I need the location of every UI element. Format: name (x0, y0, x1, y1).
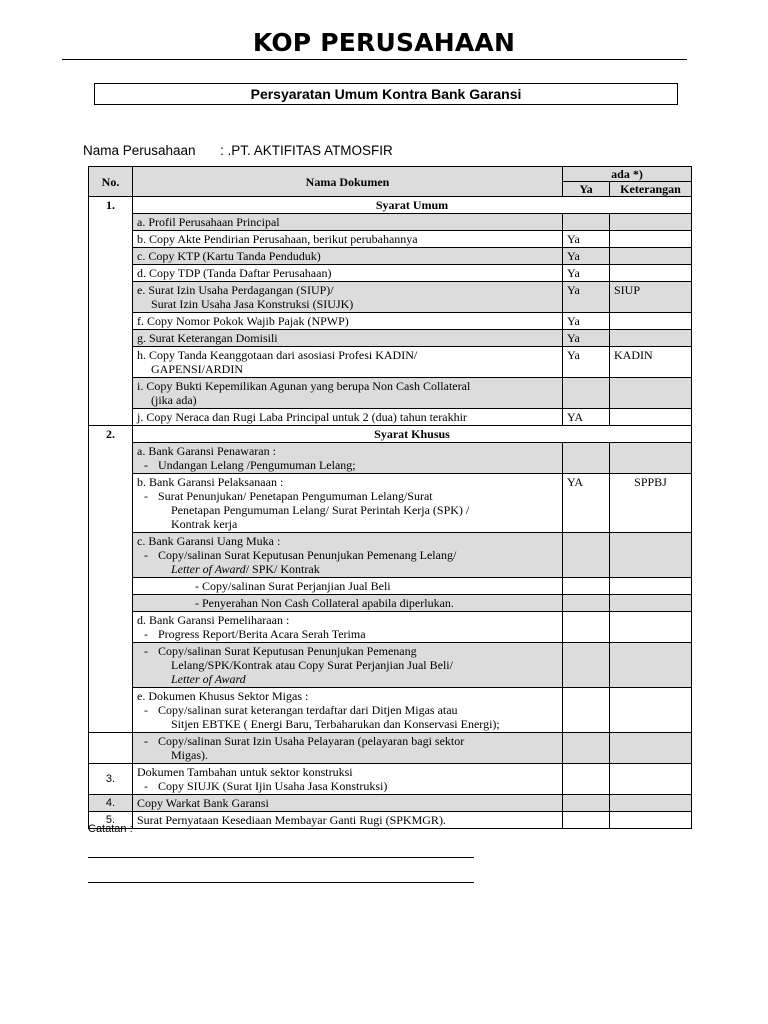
table-row (89, 197, 692, 214)
ya-cell (563, 595, 610, 612)
doc-name: f. Copy Nomor Pokok Wajib Pajak (NPWP) (133, 313, 563, 330)
doc-name: c. Copy KTP (Kartu Tanda Penduduk) (133, 248, 563, 265)
ket-cell (610, 612, 692, 643)
doc-line (137, 703, 558, 717)
col-ket-header: Keterangan (610, 182, 692, 197)
section-title: Syarat Umum (133, 197, 692, 214)
ket-cell: SIUP (610, 282, 692, 313)
bullet-dash: - (144, 627, 148, 641)
ket-cell (610, 443, 692, 474)
doc-line (137, 562, 558, 576)
ket-cell (610, 688, 692, 733)
doc-line (137, 548, 558, 562)
ya-cell: YA (563, 409, 610, 426)
doc-item: / SPK/ Kontrak (245, 562, 320, 576)
ket-cell (610, 214, 692, 231)
table-row (89, 248, 692, 265)
note-line (88, 882, 474, 883)
ya-cell: Ya (563, 313, 610, 330)
doc-line: Dokumen Tambahan untuk sektor konstruksi (137, 765, 353, 779)
table-row (89, 612, 692, 643)
doc-item: Copy/salinan Surat Izin Usaha Pelayaran (pelayaran bagi sektor (158, 734, 465, 748)
doc-item: Copy/salinan Surat Keputusan Penunjukan Pemenang Lelang/ (158, 548, 457, 562)
section-number: 4. (89, 795, 133, 812)
ket-cell (610, 812, 692, 829)
doc-line: Sitjen EBTKE ( Energi Baru, Terbaharukan dan Konservasi Energi); (171, 717, 500, 731)
doc-line (137, 779, 558, 793)
ket-cell (610, 248, 692, 265)
ket-cell (610, 643, 692, 688)
requirements-table (88, 166, 692, 829)
ket-cell (610, 595, 692, 612)
doc-item-italic: Letter of Award (171, 562, 246, 576)
doc-name: - Penyerahan Non Cash Collateral apabila diperlukan. (133, 595, 563, 612)
table-row (89, 764, 692, 795)
doc-line: i. Copy Bukti Kepemilikan Agunan yang berupa Non Cash Collateral (137, 379, 471, 393)
ya-cell: Ya (563, 347, 610, 378)
doc-name: a. Profil Perusahaan Principal (133, 214, 563, 231)
doc-name (133, 282, 563, 313)
bullet-dash: - (144, 458, 148, 472)
ya-cell (563, 812, 610, 829)
ket-cell (610, 533, 692, 578)
ket-cell (610, 409, 692, 426)
doc-line: a. Bank Garansi Penawaran : (137, 444, 276, 458)
bullet-dash: - (144, 644, 148, 658)
doc-line: Letter of Award (171, 672, 246, 686)
doc-item: Copy SIUJK (Surat Ijin Usaha Jasa Konstruksi) (158, 779, 388, 793)
section-number-empty (89, 733, 133, 764)
table-row (89, 533, 692, 578)
bullet-dash: - (144, 548, 148, 562)
ya-cell (563, 764, 610, 795)
table-row (89, 231, 692, 248)
table-row (89, 313, 692, 330)
ket-cell (610, 795, 692, 812)
ket-cell (610, 265, 692, 282)
table-row (89, 330, 692, 347)
col-doc-header: Nama Dokumen (133, 167, 563, 197)
doc-name: - Copy/salinan Surat Perjanjian Jual Beli (133, 578, 563, 595)
doc-line (137, 644, 558, 658)
doc-line (137, 627, 558, 641)
table-row (89, 265, 692, 282)
doc-item: Copy/salinan surat keterangan terdaftar dari Ditjen Migas atau (158, 703, 458, 717)
table-header-row (89, 167, 692, 182)
bullet-dash: - (144, 703, 148, 717)
ya-cell (563, 533, 610, 578)
doc-line (137, 458, 558, 472)
doc-name (133, 733, 563, 764)
section-number: 2. (89, 426, 133, 733)
ket-cell: KADIN (610, 347, 692, 378)
col-no-header: No. (89, 167, 133, 197)
document-subtitle: Persyaratan Umum Kontra Bank Garansi (94, 83, 678, 105)
ya-cell: Ya (563, 330, 610, 347)
table-row (89, 282, 692, 313)
doc-name (133, 688, 563, 733)
doc-line: h. Copy Tanda Keanggotaan dari asosiasi Profesi KADIN/ (137, 348, 418, 362)
doc-item: Progress Report/Berita Acara Serah Terima (158, 627, 366, 641)
table-row (89, 347, 692, 378)
doc-line: GAPENSI/ARDIN (151, 362, 244, 376)
doc-item: Undangan Lelang /Pengumuman Lelang; (158, 458, 356, 472)
table-row (89, 426, 692, 443)
notes-label: Catatan : (88, 823, 133, 835)
doc-line: e. Surat Izin Usaha Perdagangan (SIUP)/ (137, 283, 334, 297)
ya-cell (563, 643, 610, 688)
ya-cell: Ya (563, 231, 610, 248)
ya-cell: YA (563, 474, 610, 533)
doc-line: (jika ada) (151, 393, 197, 407)
doc-name (133, 347, 563, 378)
ya-cell: Ya (563, 248, 610, 265)
doc-line: Penetapan Pengumuman Lelang/ Surat Perintah Kerja (SPK) / (171, 503, 470, 517)
doc-name: Copy Warkat Bank Garansi (133, 795, 563, 812)
doc-line: d. Bank Garansi Pemeliharaan : (137, 613, 290, 627)
ket-cell (610, 578, 692, 595)
doc-line: Kontrak kerja (171, 517, 238, 531)
doc-item: Copy/salinan Surat Keputusan Penunjukan Pemenang (158, 644, 417, 658)
doc-name (133, 643, 563, 688)
bullet-dash: - (144, 489, 148, 503)
letterhead-rule (62, 59, 687, 60)
doc-name: j. Copy Neraca dan Rugi Laba Principal untuk 2 (dua) tahun terakhir (133, 409, 563, 426)
doc-line: Surat Izin Usaha Jasa Konstruksi (SIUJK) (151, 297, 354, 311)
ya-cell (563, 688, 610, 733)
ya-cell (563, 214, 610, 231)
table-row (89, 595, 692, 612)
company-name: : .PT. AKTIFITAS ATMOSFIR (220, 143, 393, 158)
doc-line: c. Bank Garansi Uang Muka : (137, 534, 281, 548)
ya-cell: Ya (563, 265, 610, 282)
doc-name: d. Copy TDP (Tanda Daftar Perusahaan) (133, 265, 563, 282)
doc-name: g. Surat Keterangan Domisili (133, 330, 563, 347)
col-ya-header: Ya (563, 182, 610, 197)
section-number: 3. (89, 764, 133, 795)
ya-cell (563, 443, 610, 474)
company-label: Nama Perusahaan (83, 143, 196, 158)
doc-name (133, 764, 563, 795)
ya-cell (563, 612, 610, 643)
doc-line (137, 489, 558, 503)
bullet-dash: - (144, 734, 148, 748)
ket-cell (610, 330, 692, 347)
doc-name (133, 533, 563, 578)
doc-name (133, 612, 563, 643)
bullet-dash: - (144, 779, 148, 793)
table-row (89, 443, 692, 474)
doc-item: Surat Penunjukan/ Penetapan Pengumuman Lelang/Surat (158, 489, 433, 503)
ya-cell (563, 378, 610, 409)
doc-line: Lelang/SPK/Kontrak atau Copy Surat Perjanjian Jual Beli/ (171, 658, 453, 672)
table-row (89, 578, 692, 595)
doc-name (133, 443, 563, 474)
doc-line: b. Bank Garansi Pelaksanaan : (137, 475, 284, 489)
table-row (89, 643, 692, 688)
section-title: Syarat Khusus (133, 426, 692, 443)
ya-cell: Ya (563, 282, 610, 313)
table-row (89, 409, 692, 426)
table-row (89, 474, 692, 533)
company-line (83, 143, 393, 158)
ket-cell (610, 733, 692, 764)
table-row (89, 378, 692, 409)
doc-name: Surat Pernyataan Kesediaan Membayar Ganti Rugi (SPKMGR). (133, 812, 563, 829)
table-row (89, 688, 692, 733)
col-ada-header: ada *) (563, 167, 692, 182)
table-row (89, 795, 692, 812)
ket-cell (610, 313, 692, 330)
section-number: 1. (89, 197, 133, 426)
ket-cell (610, 378, 692, 409)
ya-cell (563, 795, 610, 812)
table-row (89, 733, 692, 764)
doc-line: Migas). (171, 748, 208, 762)
ya-cell (563, 578, 610, 595)
ya-cell (563, 733, 610, 764)
doc-name (133, 378, 563, 409)
note-line (88, 857, 474, 858)
table-row (89, 214, 692, 231)
section-number: 5. (89, 812, 133, 829)
doc-line (137, 734, 558, 748)
table-row (89, 812, 692, 829)
doc-name (133, 474, 563, 533)
doc-name: b. Copy Akte Pendirian Perusahaan, berikut perubahannya (133, 231, 563, 248)
doc-line: e. Dokumen Khusus Sektor Migas : (137, 689, 309, 703)
ket-cell (610, 231, 692, 248)
ket-cell (610, 764, 692, 795)
ket-cell: SPPBJ (610, 474, 692, 533)
letterhead-title: KOP PERUSAHAAN (252, 28, 516, 57)
